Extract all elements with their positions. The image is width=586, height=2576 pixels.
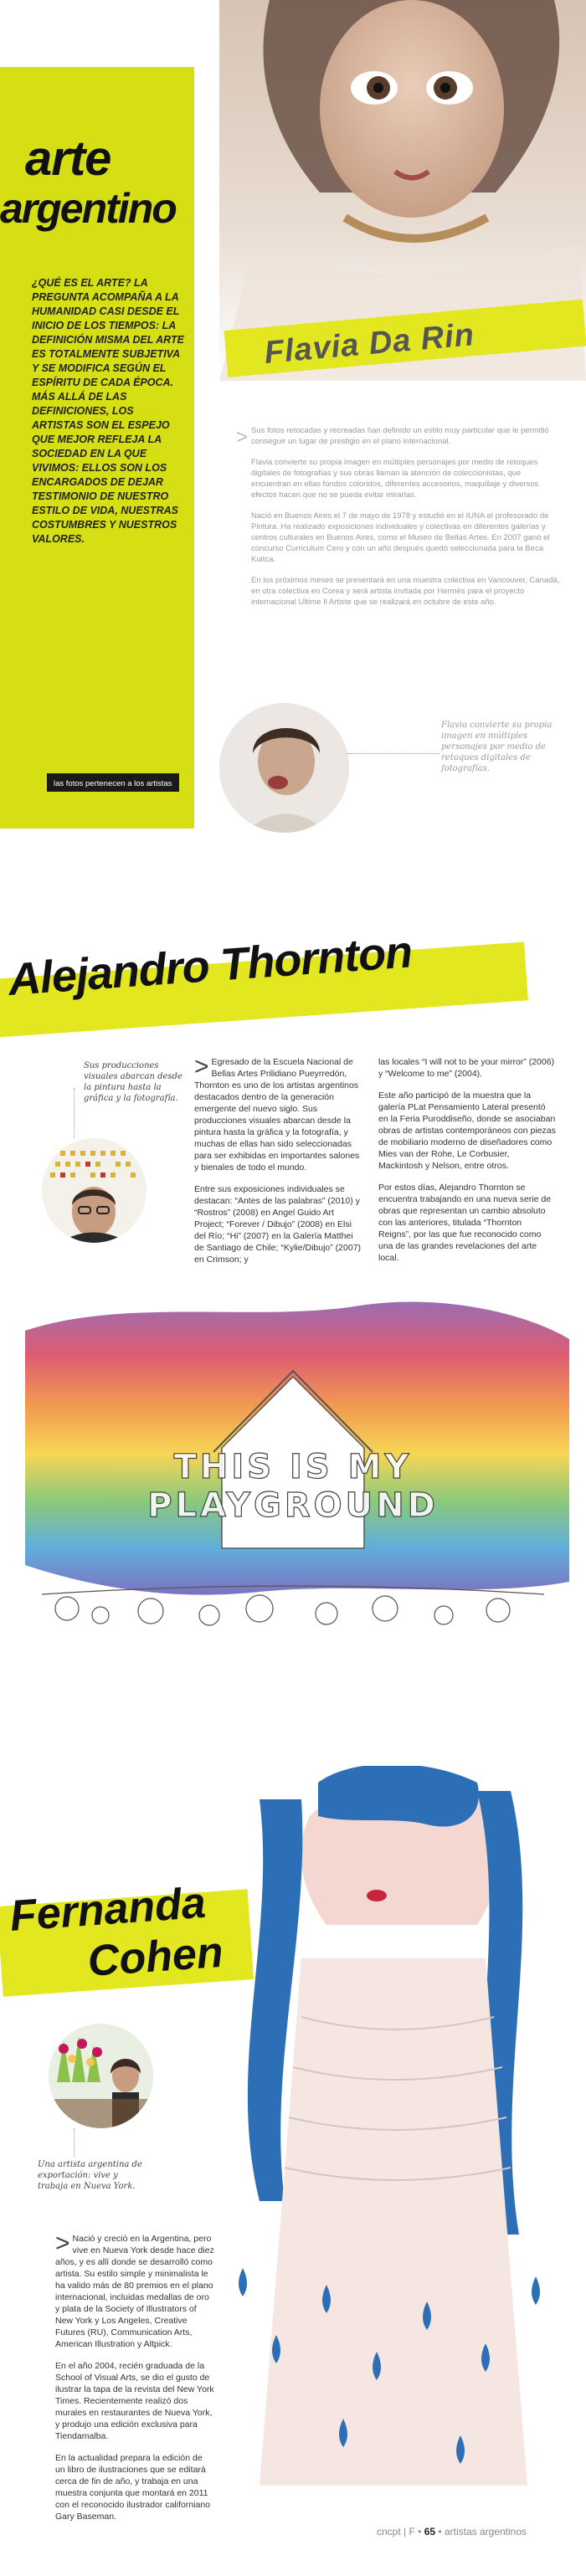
intro-credit-text: las fotos pertenecen a los artistas — [54, 779, 172, 788]
flavia-p1: Sus fotos retocadas y recreadas han definido un estilo muy particular que le permitió conseguir un lugar de prestigio en el plano internacional. — [251, 426, 549, 446]
alejandro-p3: las locales “I will not to be your mirror” (2006) y “Welcome to me” (2004). — [378, 1057, 555, 1079]
flavia-caption-connector — [347, 753, 440, 755]
fernanda-circle-photo — [49, 2024, 153, 2128]
fernanda-dropcap-icon: > — [55, 2230, 70, 2257]
alejandro-circle-photo — [42, 1138, 146, 1243]
flavia-caption: Flavia convierte su propia imagen en múltiples personajes por medio de retoques digitales de fotografías. — [441, 721, 553, 773]
fernanda-caption-connector — [74, 2128, 75, 2157]
fernanda-p3: En la actualidad prepara la edición de un libro de ilustraciones que se editará cerca de fin de año, y trabaja en una muestra conjunta que montará en 2011 con el reconocido ilustrador californiano Gary Baseman. — [55, 2453, 211, 2522]
alejandro-caption-connector — [74, 1088, 75, 1138]
intro-credit — [47, 773, 179, 792]
fernanda-p2: En el año 2004, recién graduada de la School of Visual Arts, se dio el gusto de ilustrar la tapa de la revista del New York Times. Recientemente realizó dos murales en restaurantes de Nueva York, y produjo una edición exclusiva para Tiendamalba. — [55, 2361, 214, 2441]
alejandro-p2: Entre sus exposiciones individuales se destacan: “Antes de las palabras” (2010) y “Rostros” (2008) en Angel Guido Art Project; “Forever / Dibujo” (2008) en Elsi del Río; “Hi” (2007) en la Galería Matthei de Santiago de Chile; “Kylie/Dibujo” (2007) en Crimson; y — [194, 1184, 362, 1265]
flavia-arrow-icon: > — [236, 426, 249, 449]
fernanda-name-line2: Cohen — [85, 1927, 225, 1986]
alejandro-col2 — [378, 1056, 556, 1274]
footer-sep: | F • — [404, 2526, 422, 2538]
alejandro-name: Alejandro Thornton — [6, 926, 414, 1005]
flavia-circle-photo — [219, 703, 349, 833]
intro-title-line2: argentino — [0, 185, 176, 232]
footer-page-number: 65 — [424, 2526, 436, 2538]
intro-question: ¿QUÉ ES EL ARTE? LA PREGUNTA ACOMPAÑA A LA HUMANIDAD CASI DESDE EL INICIO DE LOS TIEMPOS: LA DEFINICIÓN MISMA DEL ARTE ES TOTALMENTE SUBJETIVA Y SE MODIFICA SEGÚN EL ESPÍRITU DE CADA ÉPOCA. MÁS ALLÁ DE LAS DEFINICIONES, LOS ARTISTAS SON EL ESPEJO QUE MEJOR REFLEJA LA SOCIEDAD EN LA QUE VIVIMOS: ELLOS SON LOS ENCARGADOS DE DEJAR TESTIMONIO DE NUESTRO ESTILO DE VIDA, NUESTRAS COSTUMBRES Y NUESTROS VALORES. — [32, 277, 184, 545]
alejandro-p4: Este año participó de la muestra que la galería PLat Pensamiento Lateral presentó en la Feria Puroddiseño, donde se asociaban obras de artistas contemporáneos con piezas de mobiliario moderno de diseñadores como Mies van der Rohe, Le Corbusier, Mackintosh y Nelson, entre otros. — [378, 1090, 556, 1171]
alejandro-col1 — [194, 1053, 362, 1275]
alejandro-p1: Egresado de la Escuela Nacional de Bellas Artes Prilidiano Pueyrredón, Thornton es uno de los artistas argentinos destacados dentro de la generación emergente del nuevo siglo. Sus producciones visuales abarcan desde la pintura hasta la gráfica y la fotografía, y muchas de ellas han sido seleccionadas para ser exhibidas en importantes salones y bienales de todo el mundo. — [194, 1057, 360, 1173]
fernanda-illustration — [209, 1766, 586, 2511]
fernanda-caption: Una artista argentina de exportación: vive y trabaja en Nueva York. — [38, 2160, 142, 2191]
footer-section: • artistas argentinos — [438, 2526, 527, 2538]
flavia-name: Flavia Da Rin — [263, 317, 476, 371]
fernanda-body — [55, 2230, 214, 2532]
flavia-p2: Flavia convierte su propia imagen en múltiples personajes por medio de retoques digitales de fotografías y sus obras llaman la atención de coleccionistas, que encuentran en ellas fondos coloridos, diferentes accesorios, maquillaje y diversos efectos hacen que no se pueda evitar mirarlas. — [251, 458, 539, 500]
alejandro-artwork-text: THIS IS MY PLAYGROUND — [147, 1448, 439, 1525]
alejandro-p5: Por estos días, Alejandro Thornton se encuentra trabajando en una nueva serie de obras que representan un cambio absoluto con las anteriores, titulada “Thornton Reigns”, por las que fue reconocido como una de las grandes revelaciones del arte local. — [378, 1183, 552, 1263]
page-footer — [377, 2526, 527, 2538]
footer-magazine: cncpt — [377, 2526, 401, 2538]
flavia-p4: En los próximos meses se presentará en una muestra colectiva en Vancouver, Canadá, en otra colectiva en Corea y será artista invitada por Hermès para el proyecto internacional Ultime Il Artiste que se realizará en octubre de este año. — [251, 576, 560, 607]
flavia-p3: Nació en Buenos Aires el 7 de mayo de 1978 y estudió en el IUNA el profesorado de Pintura. Ha realizado exposiciones individuales y colectivas en diferentes galerías y centros culturales en Buenos Aires, como el Museo de Bellas Artes. En 2007 ganó el concurso Curriculum Cero y con un año después quedó seleccionada para la Beca Kuitca. — [251, 511, 550, 564]
alejandro-caption: Sus producciones visuales abarcan desde la pintura hasta la gráfica y la fotografía. — [84, 1061, 182, 1103]
fernanda-name-line1: Fernanda — [8, 1878, 208, 1941]
intro-title-line1: arte — [25, 131, 111, 186]
alejandro-dropcap-icon: > — [194, 1053, 209, 1080]
fernanda-p1: Nació y creció en la Argentina, pero vive en Nueva York desde hace diez años, y es allí donde se desarrolló como artista. Su estilo simple y minimalista le ha valido más de 80 premios en el plano internacional, incluidas medallas de oro y plata de la Society of Illustrators of New York y Los Angeles, Creative Futures (RU), Communication Arts, American Illustration y Altpick. — [55, 2234, 214, 2349]
flavia-body — [251, 425, 561, 618]
